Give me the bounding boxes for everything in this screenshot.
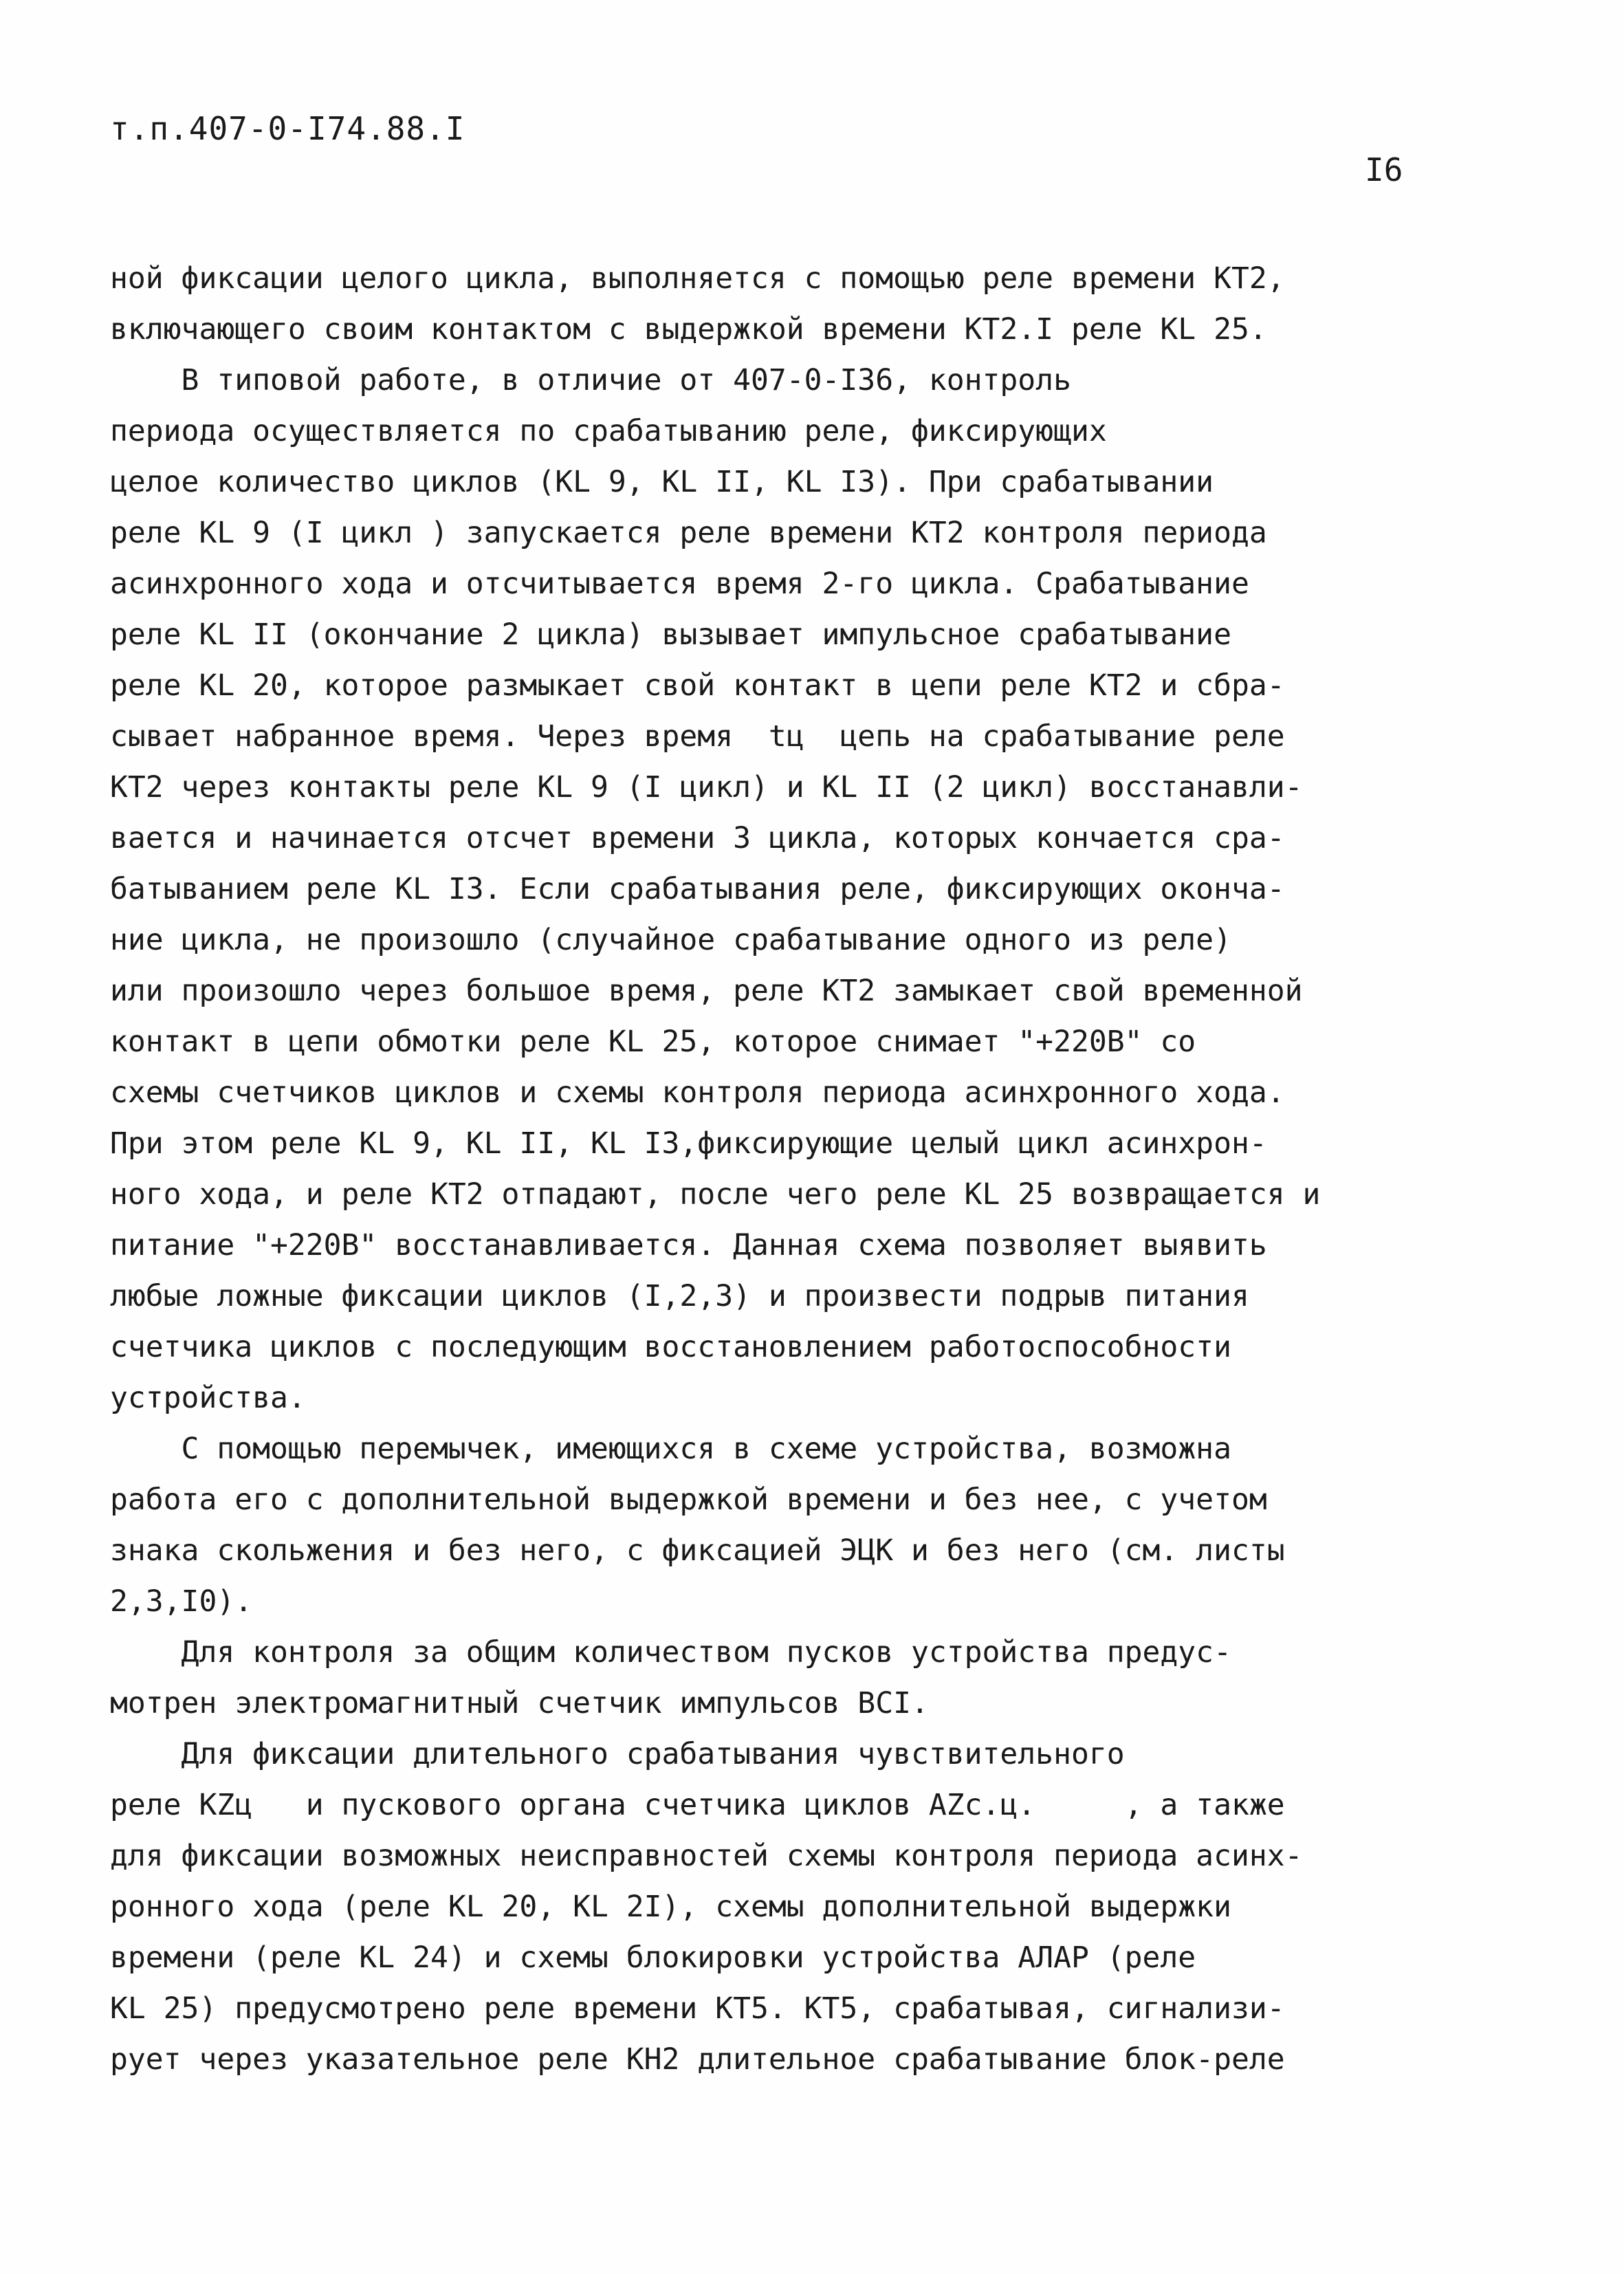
text-line: для фиксации возможных неисправностей схемы контроля периода асинх- [110, 1839, 1303, 1873]
text-line: 2,3,І0). [110, 1584, 253, 1619]
text-line: счетчика циклов с последующим восстановлением работоспособности [110, 1330, 1231, 1364]
text-line: ного хода, и реле КТ2 отпадают, после чего реле KL 25 возвращается и [110, 1177, 1321, 1212]
text-line: схемы счетчиков циклов и схемы контроля периода асинхронного хода. [110, 1075, 1285, 1110]
text-line: реле KL 9 (І цикл ) запускается реле времени КТ2 контроля периода [110, 516, 1267, 550]
text-line: любые ложные фиксации циклов (І,2,3) и произвести подрыв питания [110, 1279, 1249, 1313]
text-line: реле KZц и пускового органа счетчика циклов AZс.ц. , а также [110, 1788, 1285, 1822]
text-line: KL 25) предусмотрено реле времени КТ5. КТ5, срабатывая, сигнализи- [110, 1991, 1285, 2026]
text-line: В типовой работе, в отличие от 407-0-І36, контроль [110, 363, 1071, 397]
text-line: Для контроля за общим количеством пусков устройства предус- [110, 1635, 1231, 1670]
page-number: І6 [1365, 151, 1403, 188]
text-line: работа его с дополнительной выдержкой времени и без нее, с учетом [110, 1483, 1267, 1517]
text-line: рует через указательное реле КН2 длительное срабатывание блок-реле [110, 2042, 1285, 2077]
text-line: периода осуществляется по срабатыванию реле, фиксирующих [110, 414, 1107, 448]
text-line: питание "+220В" восстанавливается. Данная схема позволяет выявить [110, 1228, 1267, 1262]
text-line: контакт в цепи обмотки реле KL 25, которое снимает "+220В" со [110, 1025, 1196, 1059]
text-line: вается и начинается отсчет времени 3 цикла, которых кончается сра- [110, 821, 1285, 855]
document-code: т.п.407-0-І74.88.І [110, 110, 465, 147]
text-line: батыванием реле KL ІЗ. Если срабатывания реле, фиксирующих оконча- [110, 872, 1285, 906]
text-line: знака скольжения и без него, с фиксацией ЭЦК и без него (см. листы [110, 1533, 1285, 1568]
text-line: Для фиксации длительного срабатывания чувствительного [110, 1737, 1125, 1771]
text-line: ронного хода (реле KL 20, KL 2І), схемы дополнительной выдержки [110, 1890, 1231, 1924]
text-line: или произошло через большое время, реле КТ2 замыкает свой временной [110, 974, 1303, 1008]
text-line: мотрен электромагнитный счетчик импульсов ВСІ. [110, 1686, 929, 1720]
text-line: целое количество циклов (KL 9, KL ІІ, KL ІЗ). При срабатывании [110, 465, 1214, 499]
text-line: сывает набранное время. Через время tц цепь на срабатывание реле [110, 719, 1285, 754]
text-line: ние цикла, не произошло (случайное срабатывание одного из реле) [110, 923, 1231, 957]
text-line: реле KL ІІ (окончание 2 цикла) вызывает импульсное срабатывание [110, 617, 1231, 652]
text-line: При этом реле KL 9, KL ІІ, KL ІЗ,фиксирующие целый цикл асинхрон- [110, 1126, 1267, 1161]
text-line: включающего своим контактом с выдержкой времени КТ2.І реле KL 25. [110, 312, 1267, 347]
body-text [110, 253, 1526, 2085]
text-line: реле KL 20, которое размыкает свой контакт в цепи реле КТ2 и сбра- [110, 668, 1285, 703]
text-line: устройства. [110, 1381, 306, 1415]
text-line: С помощью перемычек, имеющихся в схеме устройства, возможна [110, 1432, 1231, 1466]
text-line: асинхронного хода и отсчитывается время 2-го цикла. Срабатывание [110, 567, 1249, 601]
text-line: КТ2 через контакты реле KL 9 (І цикл) и KL ІІ (2 цикл) восстанавли- [110, 770, 1303, 805]
text-line: ной фиксации целого цикла, выполняется с помощью реле времени КТ2, [110, 261, 1285, 296]
text-line: времени (реле KL 24) и схемы блокировки устройства АЛАР (реле [110, 1940, 1196, 1975]
